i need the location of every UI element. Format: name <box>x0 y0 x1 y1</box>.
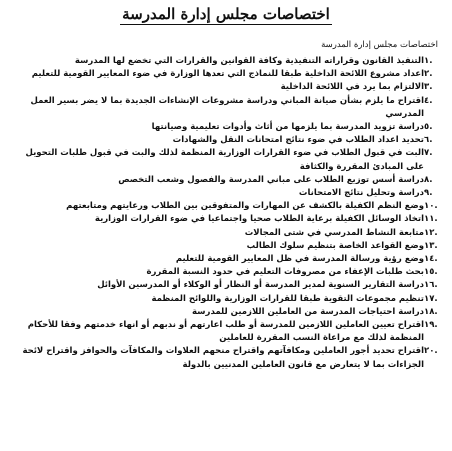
list-item-number: ١٢. <box>424 227 438 238</box>
list-item <box>8 187 444 200</box>
list-item-text: دراسة وتحليل نتائج الامتحانات <box>298 188 424 199</box>
list-item <box>8 147 444 173</box>
list-item <box>8 293 444 306</box>
list-item-text: وضع رؤية ورسالة المدرسة في ظل المعايير القومية للتعليم <box>175 254 424 265</box>
list-item <box>8 345 444 371</box>
list-item <box>8 213 444 226</box>
list-item-number: ١. <box>424 56 433 66</box>
list-item <box>8 174 444 187</box>
list-item-number: ٦. <box>424 135 433 146</box>
list-item-text: اقتراح ما يلزم بشأن صيانة المباني ودراسة مشروعات الإنشاءات الجديدة بما لا يضر بسير العمل المدرسي <box>30 95 424 119</box>
list-item-number: ٣. <box>424 82 433 93</box>
list-item-number: ١١. <box>424 214 438 225</box>
list-item-text: اقتراح تحديد أجور العاملين ومكافآتهم واقتراح منحهم العلاوات والمكافآت والحوافز واقتراح لائحة الجزاءات بما لا يتعارض مع قانون العاملين المدنيين بالدولة <box>22 346 424 370</box>
list-item <box>8 81 444 94</box>
list-item-number: ٩. <box>424 188 433 199</box>
list-item-number: ١٠. <box>424 201 438 212</box>
list-item-text: وضع النظم الكفيلة بالكشف عن المهارات والمتفوقين بين الطلاب ورعايتهم ومتابعتهم <box>66 201 424 212</box>
list-item-text: تحديد اعداد الطلاب في ضوء نتائج امتحانات النقل والشهادات <box>172 135 424 146</box>
list-item-number: ١٥. <box>424 267 438 278</box>
page-title-text: اختصاصات مجلس إدارة المدرسة <box>122 5 330 23</box>
list-item <box>8 306 444 319</box>
list-item <box>8 240 444 253</box>
list-item-number: ١٩. <box>424 320 438 331</box>
list-item <box>8 266 444 279</box>
list-item <box>8 279 444 292</box>
list-item-number: ٧. <box>424 148 433 159</box>
list-item-number: ٢. <box>424 69 433 80</box>
list-item-text: اقتراح تعيين العاملين اللازمين للمدرسة أو طلب اعارتهم أو ندبهم أو انهاء خدمتهم وفقا للأحكام المنظمة لذلك مع مراعاة النسب المقررة للعاملين <box>27 320 424 344</box>
list-item-text: اعداد مشروع اللائحة الداخلية طبقا للنماذج التي تعدها الوزارة في ضوء المعايير القومية للتعليم <box>31 69 424 80</box>
list-item-number: ٢٠. <box>424 346 438 357</box>
list-item-number: ١٧. <box>424 293 438 304</box>
list-item <box>8 95 444 121</box>
list-item-text: التنفيذ القانون وقراراته التنفيذية وكافة القوانين والقرارات التي تخضع لها المدرسة <box>74 56 424 66</box>
list-item-number: ١٤. <box>424 254 438 265</box>
list-item-text: دراسة تزويد المدرسة بما يلزمها من أثاث وأدوات تعليمية وصيانتها <box>151 122 424 133</box>
list-item-text: بحث طلبات الإعفاء من مصروفات التعليم في حدود النسبة المقررة <box>146 267 424 278</box>
list-item-text: دراسة أسس توزيع الطلاب على مباني المدرسة والفصول وشعب التخصص <box>118 174 424 185</box>
list-item-number: ٤. <box>424 95 433 106</box>
list-item-number: ١٦. <box>424 280 438 291</box>
list-item-text: دراسة التقارير السنوية لمدير المدرسة أو النظار أو الوكلاء أو المدرسين الأوائل <box>97 280 424 291</box>
list-item <box>8 68 444 81</box>
list-item-text: الالتزام بما يرد في اللائحة الداخلية <box>280 82 424 93</box>
list-item-number: ١٣. <box>424 240 438 251</box>
page-title <box>0 4 452 24</box>
list-item-number: ٨. <box>424 174 433 185</box>
list-item <box>8 253 444 266</box>
list-item <box>8 319 444 345</box>
list-item <box>8 55 444 68</box>
list-item-text: وضع القواعد الخاصة بتنظيم سلوك الطالب <box>246 240 424 251</box>
list-item <box>8 121 444 134</box>
responsibilities-list <box>8 55 444 372</box>
list-item <box>8 227 444 240</box>
list-item-text: البت في قبول الطلاب في ضوء القرارات الوزارية المنظمة لذلك والبت في قبول طلبات التحويل على المبادئ المقررة والكثافة <box>25 148 424 172</box>
section-subtitle: اختصاصات مجلس إدارة المدرسة <box>321 40 438 50</box>
list-item-text: متابعة النشاط المدرسي في شتى المجالات <box>244 227 424 238</box>
list-item-text: اتخاذ الوسائل الكفيلة برعاية الطلاب صحيا واجتماعيا في ضوء القرارات الوزارية <box>94 214 424 225</box>
list-item <box>8 200 444 213</box>
list-item-number: ٥. <box>424 122 433 133</box>
list-item-number: ١٨. <box>424 306 438 317</box>
list-item <box>8 134 444 147</box>
list-item-text: تنظيم مجموعات التقوية طبقا للقرارات الوزارية واللوائح المنظمة <box>151 293 424 304</box>
list-item-text: دراسة احتياجات المدرسة من العاملين اللازمين للمدرسة <box>192 306 424 317</box>
